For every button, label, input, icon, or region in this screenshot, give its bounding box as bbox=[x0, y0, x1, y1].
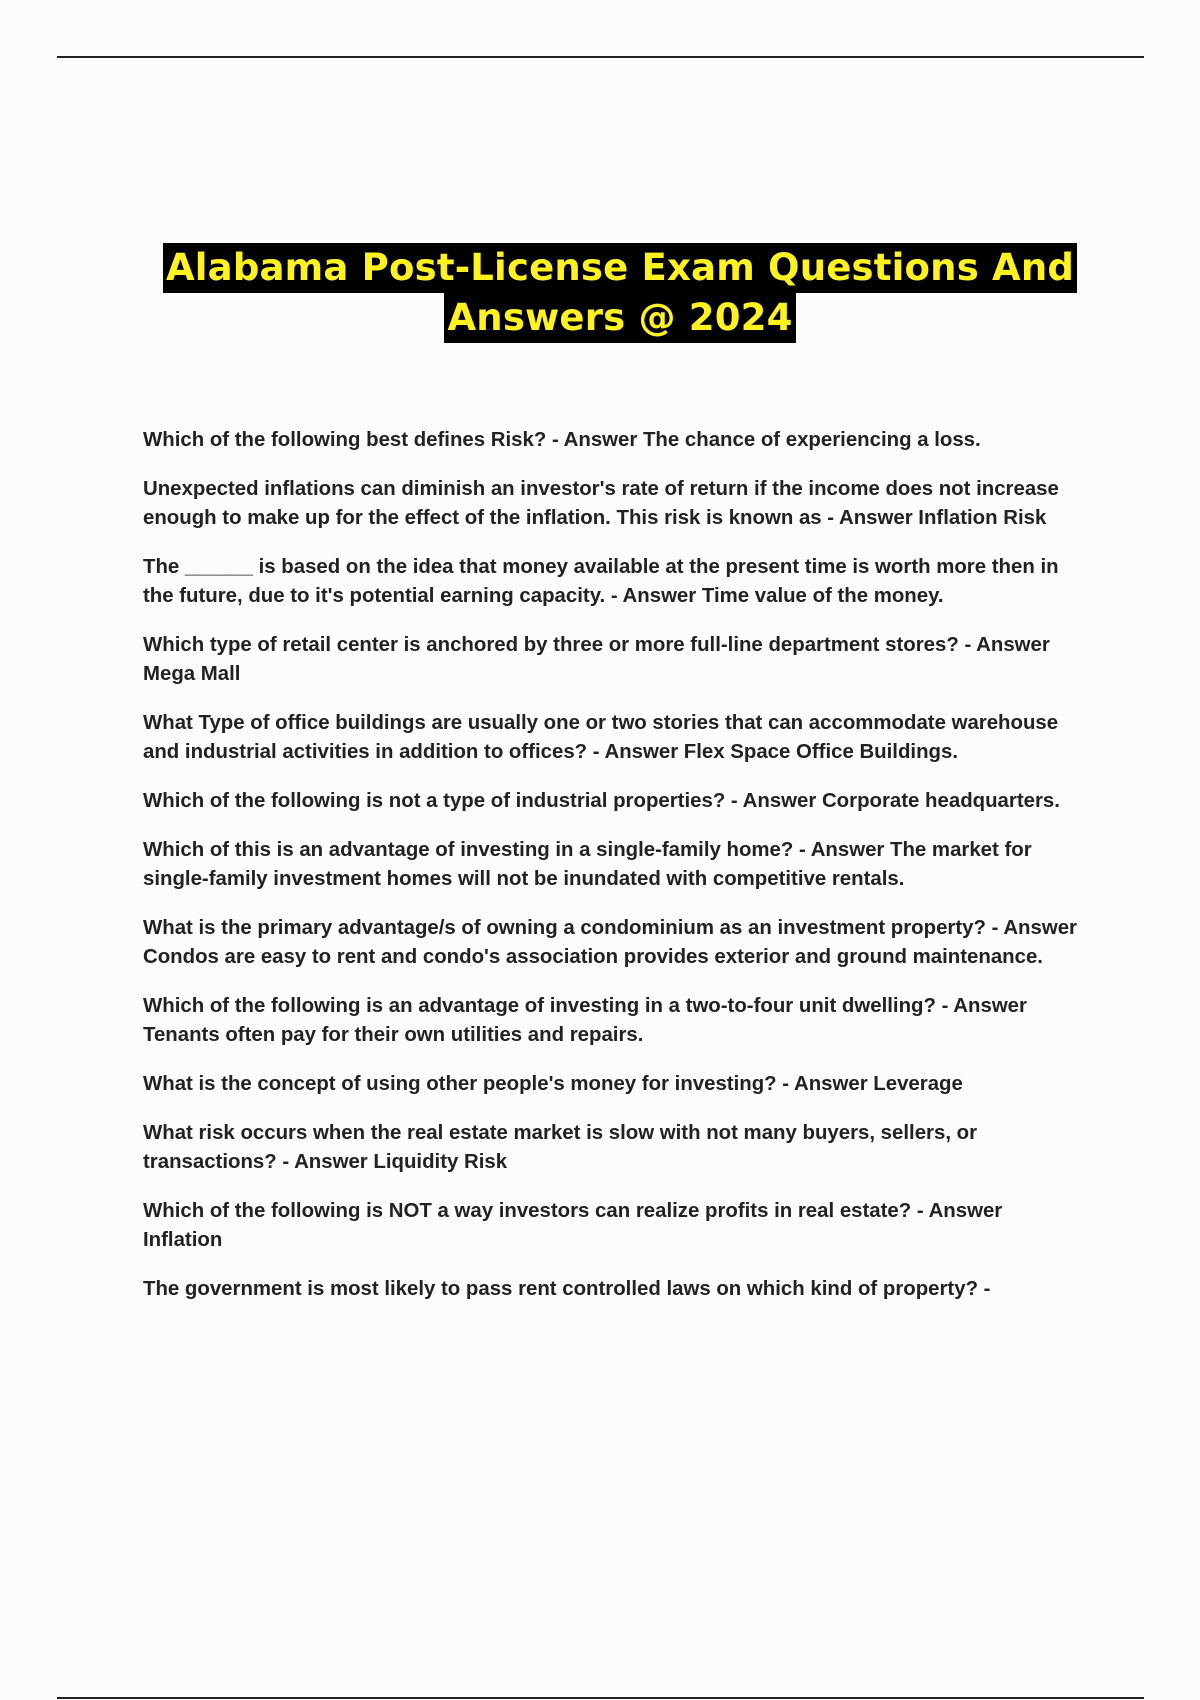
qa-item: Which type of retail center is anchored by three or more full-line department stores? - Answer Mega Mall bbox=[143, 634, 1050, 685]
qa-item: Which of the following is not a type of industrial properties? - Answer Corporate headquarters. bbox=[143, 790, 1060, 812]
qa-item: What risk occurs when the real estate market is slow with not many buyers, sellers, or transactions? - Answer Liquidity Risk bbox=[143, 1122, 978, 1173]
qa-item: The ______ is based on the idea that money available at the present time is worth more then in the future, due to it's potential earning capacity. - Answer Time value of the money. bbox=[143, 556, 1059, 607]
qa-item: Which of the following best defines Risk? - Answer The chance of experiencing a loss. bbox=[143, 429, 981, 451]
qa-list bbox=[143, 426, 1083, 1324]
qa-item: What is the concept of using other people's money for investing? - Answer Leverage bbox=[143, 1073, 963, 1095]
qa-item: The government is most likely to pass rent controlled laws on which kind of property? - bbox=[143, 1278, 991, 1300]
title-line-2: Answers @ 2024 bbox=[444, 293, 795, 343]
title-line-1: Alabama Post-License Exam Questions And bbox=[163, 243, 1077, 293]
header-rule bbox=[57, 56, 1144, 58]
footer-rule bbox=[57, 1697, 1144, 1699]
qa-item: What is the primary advantage/s of owning a condominium as an investment property? - Answer Condos are easy to rent and condo's association provides exterior and ground maintenance. bbox=[143, 917, 1077, 968]
document-title bbox=[120, 243, 1120, 343]
qa-item: Which of this is an advantage of investing in a single-family home? - Answer The market for single-family investment homes will not be inundated with competitive rentals. bbox=[143, 839, 1032, 890]
qa-item: What Type of office buildings are usually one or two stories that can accommodate warehouse and industrial activities in addition to offices? - Answer Flex Space Office Buildings. bbox=[143, 712, 1059, 763]
qa-item: Which of the following is NOT a way investors can realize profits in real estate? - Answer Inflation bbox=[143, 1200, 1003, 1251]
qa-item: Which of the following is an advantage of investing in a two-to-four unit dwelling? - Answer Tenants often pay for their own utilities and repairs. bbox=[143, 995, 1027, 1046]
qa-item: Unexpected inflations can diminish an investor's rate of return if the income does not increase enough to make up for the effect of the inflation. This risk is known as - Answer Inflation Risk bbox=[143, 478, 1059, 529]
